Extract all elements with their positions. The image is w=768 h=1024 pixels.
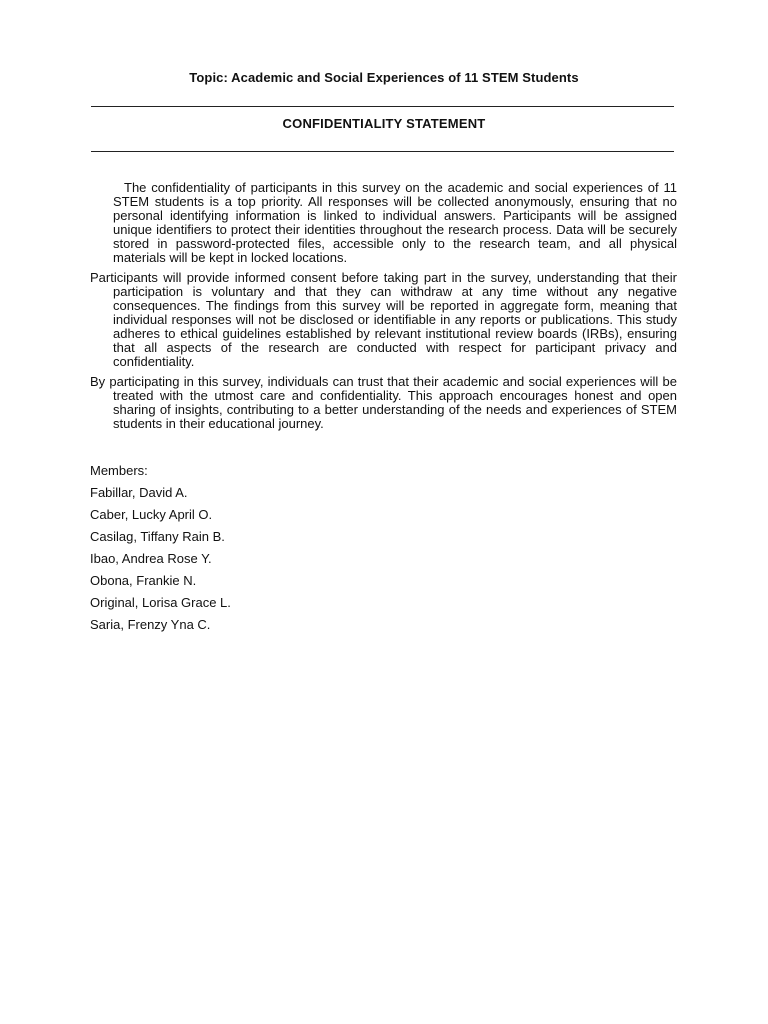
- top-divider: [91, 106, 674, 107]
- statement-body: [90, 181, 677, 437]
- members-label: Members:: [90, 463, 148, 478]
- member-name: Obona, Frankie N.: [90, 573, 197, 588]
- members-list: [90, 463, 231, 639]
- member-name: Fabillar, David A.: [90, 485, 188, 500]
- member-name: Caber, Lucky April O.: [90, 507, 213, 522]
- heading-divider: [91, 151, 674, 152]
- document-topic: Topic: Academic and Social Experiences of 11 STEM Students: [189, 70, 579, 85]
- member-name: Original, Lorisa Grace L.: [90, 595, 231, 610]
- member-name: Saria, Frenzy Yna C.: [90, 617, 211, 632]
- member-name: Casilag, Tiffany Rain B.: [90, 529, 225, 544]
- member-name: Ibao, Andrea Rose Y.: [90, 551, 212, 566]
- paragraph-trust: By participating in this survey, individuals can trust that their academic and social experiences will be treated with the utmost care and confidentiality. This approach encourages honest and open sharing of insights, contributing to a better understanding of the needs and experiences of STEM students in their educational journey.: [90, 374, 677, 431]
- document-heading: CONFIDENTIALITY STATEMENT: [282, 116, 486, 131]
- paragraph-consent: Participants will provide informed consent before taking part in the survey, understanding that their participation is voluntary and that they can withdraw at any time without any negative consequences. The findings from this survey will be reported in aggregate form, meaning that individual responses will not be disclosed or identifiable in any reports or publications. This study adheres to ethical guidelines established by relevant institutional review boards (IRBs), ensuring that all aspects of the research are conducted with respect for participant privacy and confidentiality.: [90, 270, 677, 369]
- paragraph-confidentiality: The confidentiality of participants in this survey on the academic and social experiences of 11 STEM students is a top priority. All responses will be collected anonymously, ensuring that no personal identifying information is linked to individual answers. Participants will be assigned unique identifiers to protect their identities throughout the research process. Data will be securely stored in password-protected files, accessible only to the research team, and all physical materials will be kept in locked locations.: [113, 180, 677, 265]
